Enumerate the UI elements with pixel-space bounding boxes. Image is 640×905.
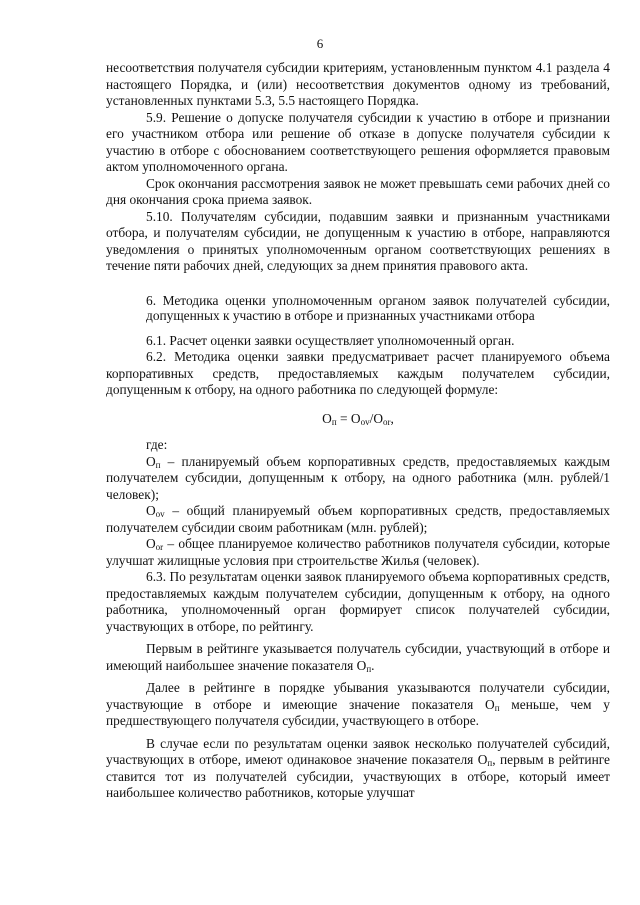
paragraph-rating-tie [106,736,610,802]
paragraph-6-1: 6.1. Расчет оценки заявки осуществляет уполномоченный орган. [146,332,515,348]
rating-text-end: меньше, чем у предшествующего получателя субсидии, участвующего в отборе. [106,696,610,728]
formula-equals: = [336,410,351,426]
definition-oor [106,536,610,569]
page-number: 6 [316,36,324,51]
formula-denominator-sub: or [382,416,391,427]
paragraph-continuation: несоответствия получателя субсидии критериям, установленным пунктом 4.1 раздела 4 настоящего Порядка, и (или) несоответствия документов одному из требований, установленных пунктами 5.3, 5.5 настоящего Порядка. [106,60,610,108]
paragraph-6-3: 6.3. По результатам оценки заявок планируемого объема корпоративных средств, предоставляемых каждым получателем субсидии, допущенным к отбору, на одного работника, уполномоченный орган формирует список получателей субсидии, участвующих в отборе, по рейтингу. [106,569,610,634]
definition-on [106,454,610,504]
formula-denominator: О [373,410,383,426]
formula-comma: , [390,410,394,426]
formula-lhs-sub: п [331,416,337,427]
rating-text-end: . [371,657,375,673]
def-symbol-sub: ov [155,509,165,519]
paragraph-5-10: 5.10. Получателям субсидии, подавшим заявки и признанным участниками отбора, и получателям субсидии, не допущенным к участию в отборе, направляются уведомления о принятых уполномоченным органом соответствующих решениях в течение пяти рабочих дней, следующих за днем принятия правового акта. [106,208,610,273]
formula-numerator: О [350,410,361,426]
paragraph-rating-next [106,680,610,730]
formula-numerator-sub: ov [360,416,370,427]
def-symbol: О [146,453,156,469]
where-label: где: [146,437,168,452]
def-text: – планируемый объем корпоративных средств, предоставляемых каждым получателем субсидии, допущенным к отбору, на одного работника (млн. рублей/1 человек); [106,453,610,502]
formula [106,411,610,428]
def-text: – общий планируемый объем корпоративных средств, предоставляемых получателем субсидии своим работникам (млн. рублей); [106,503,610,535]
def-symbol-sub: п [155,459,161,470]
def-text: – общее планируемое количество работников получателя субсидии, которые улучшат жилищные условия при строительстве Жилья (человек). [106,536,610,568]
paragraph-5-9: 5.9. Решение о допуске получателя субсидии к участию в отборе и признании его участником отбора или решение об отказе в допуске получателя субсидии к участию в отборе с обоснованием соответствующего решения оформляется правовым актом уполномоченного органа. [106,109,610,174]
rating-text: Далее в рейтинге в порядке убывания указываются получатели субсидии, участвующие в отборе и имеющие значение показателя О [106,680,610,712]
rating-sub: п [366,663,372,674]
def-symbol-sub: or [155,542,164,552]
rating-text: Первым в рейтинге указывается получатель субсидии, участвующий в отборе и имеющий наибольшее значение показателя О [106,641,610,673]
paragraph-rating-first [106,641,610,674]
rating-text-end: , первым в рейтинге ставится тот из получателей субсидии, участвующих в отборе, который имеет наибольшее количество работников, которые улучшат [106,752,611,800]
paragraph-6-2: 6.2. Методика оценки заявки предусматривает расчет планируемого объема корпоративных средств, предоставляемых каждым получателем субсидии, допущенным к отбору, на одного работника по следующей формуле: [106,349,610,397]
formula-lhs: О [322,410,332,426]
document-body [106,60,610,802]
paragraph-review-deadline: Срок окончания рассмотрения заявок не может превышать семи рабочих дней со дня окончания срока приема заявок. [106,175,610,207]
def-symbol: О [146,536,156,551]
rating-sub: п [487,758,493,768]
rating-sub: п [494,702,500,713]
rating-text: В случае если по результатам оценки заявок несколько получателей субсидий, участвующих в отборе, имеют одинаковое значение показателя О [106,735,610,767]
section-heading-6: 6. Методика оценки уполномоченным органом заявок получателей субсидии, допущенных к участию в отборе и признанных участниками отбора [146,292,610,323]
formula-slash: / [369,410,374,426]
definition-oov [106,503,610,536]
def-symbol: О [146,503,156,518]
